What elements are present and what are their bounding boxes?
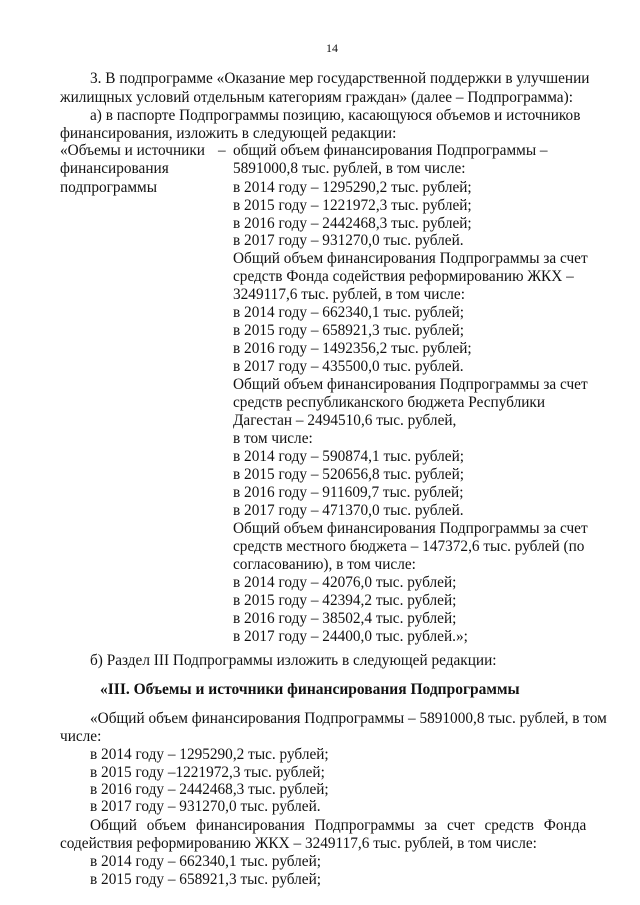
passport-value-line: в 2015 году – 520656,8 тыс. рублей;: [233, 466, 465, 483]
passport-value-line: в 2017 году – 435500,0 тыс. рублей.: [233, 358, 464, 375]
passport-value-line: общий объем финансирования Подпрограммы –: [233, 142, 548, 159]
passport-value-line: Дагестан – 2494510,6 тыс. рублей,: [233, 412, 457, 429]
passport-value-line: в 2014 году – 1295290,2 тыс. рублей;: [233, 179, 472, 196]
passport-value-line: в 2017 году – 471370,0 тыс. рублей.: [233, 502, 464, 519]
section-body-line2: числе:: [60, 728, 102, 745]
passport-value-line: в том числе:: [233, 430, 313, 447]
passport-value-line: в 2014 году – 662340,1 тыс. рублей;: [233, 304, 465, 321]
passport-value-line: в 2015 году – 42394,2 тыс. рублей;: [233, 592, 457, 609]
passport-value-line: Общий объем финансирования Подпрограммы за счет: [233, 520, 588, 537]
passport-value-line: в 2014 году – 590874,1 тыс. рублей;: [233, 448, 465, 465]
intro-pa-line2: финансирования, изложить в следующей редакции:: [60, 125, 397, 142]
passport-value-line: в 2016 году – 38502,4 тыс. рублей;: [233, 610, 457, 627]
section-year-line: в 2015 году –1221972,3 тыс. рублей;: [90, 764, 325, 781]
passport-label-line: финансирования: [60, 160, 169, 177]
passport-value-line: в 2017 году – 931270,0 тыс. рублей.: [233, 232, 464, 249]
passport-value-line: 3249117,6 тыс. рублей, в том числе:: [233, 286, 465, 303]
intro-p3-line1: 3. В подпрограмме «Оказание мер государственной поддержки в улучшении: [90, 70, 590, 87]
passport-value-line: согласованию), в том числе:: [233, 556, 416, 573]
section-year-line: в 2014 году – 1295290,2 тыс. рублей;: [90, 746, 329, 763]
passport-dash: –: [218, 142, 226, 159]
passport-label-line: «Объемы и источники: [60, 142, 205, 159]
passport-value-line: в 2016 году – 2442468,3 тыс. рублей;: [233, 215, 472, 232]
section-year-line: в 2017 году – 931270,0 тыс. рублей.: [90, 798, 321, 815]
passport-value-line: средств Фонда содействия реформированию ЖКХ –: [233, 268, 574, 285]
section-heading: «III. Объемы и источники финансирования Подпрограммы: [100, 681, 520, 698]
passport-value-line: средств местного бюджета – 147372,6 тыс. рублей (по: [233, 538, 585, 555]
section-fund-line1: Общий объем финансирования Подпрограммы за счет средств Фонда: [90, 817, 587, 834]
section-fund-year-line: в 2015 году – 658921,3 тыс. рублей;: [90, 871, 322, 888]
section-fund-year-line: в 2014 году – 662340,1 тыс. рублей;: [90, 853, 322, 870]
section-year-line: в 2016 году – 2442468,3 тыс. рублей;: [90, 781, 329, 798]
passport-value-line: Общий объем финансирования Подпрограммы за счет: [233, 376, 588, 393]
passport-value-line: в 2014 году – 42076,0 тыс. рублей;: [233, 574, 457, 591]
intro-pa-line1: а) в паспорте Подпрограммы позицию, касающуюся объемов и источников: [90, 107, 581, 124]
pb-line: б) Раздел III Подпрограммы изложить в следующей редакции:: [90, 652, 497, 669]
passport-value-line: в 2015 году – 658921,3 тыс. рублей;: [233, 322, 465, 339]
passport-label-line: подпрограммы: [60, 179, 158, 196]
section-body-line1: «Общий объем финансирования Подпрограммы – 5891000,8 тыс. рублей, в том: [90, 710, 607, 727]
passport-value-line: в 2015 году – 1221972,3 тыс. рублей;: [233, 197, 472, 214]
page-number: 14: [326, 41, 338, 55]
passport-value-line: Общий объем финансирования Подпрограммы за счет: [233, 250, 588, 267]
passport-value-line: в 2016 году – 911609,7 тыс. рублей;: [233, 484, 464, 501]
section-fund-line2: содействия реформированию ЖКХ – 3249117,6 тыс. рублей, в том числе:: [60, 835, 537, 852]
passport-value-line: средств республиканского бюджета Республики: [233, 394, 546, 411]
passport-value-line: в 2017 году – 24400,0 тыс. рублей.»;: [233, 628, 468, 645]
passport-value-line: в 2016 году – 1492356,2 тыс. рублей;: [233, 340, 472, 357]
intro-p3-line2: жилищных условий отдельным категориям граждан» (далее – Подпрограмма):: [60, 89, 573, 106]
passport-value-line: 5891000,8 тыс. рублей, в том числе:: [233, 160, 466, 177]
